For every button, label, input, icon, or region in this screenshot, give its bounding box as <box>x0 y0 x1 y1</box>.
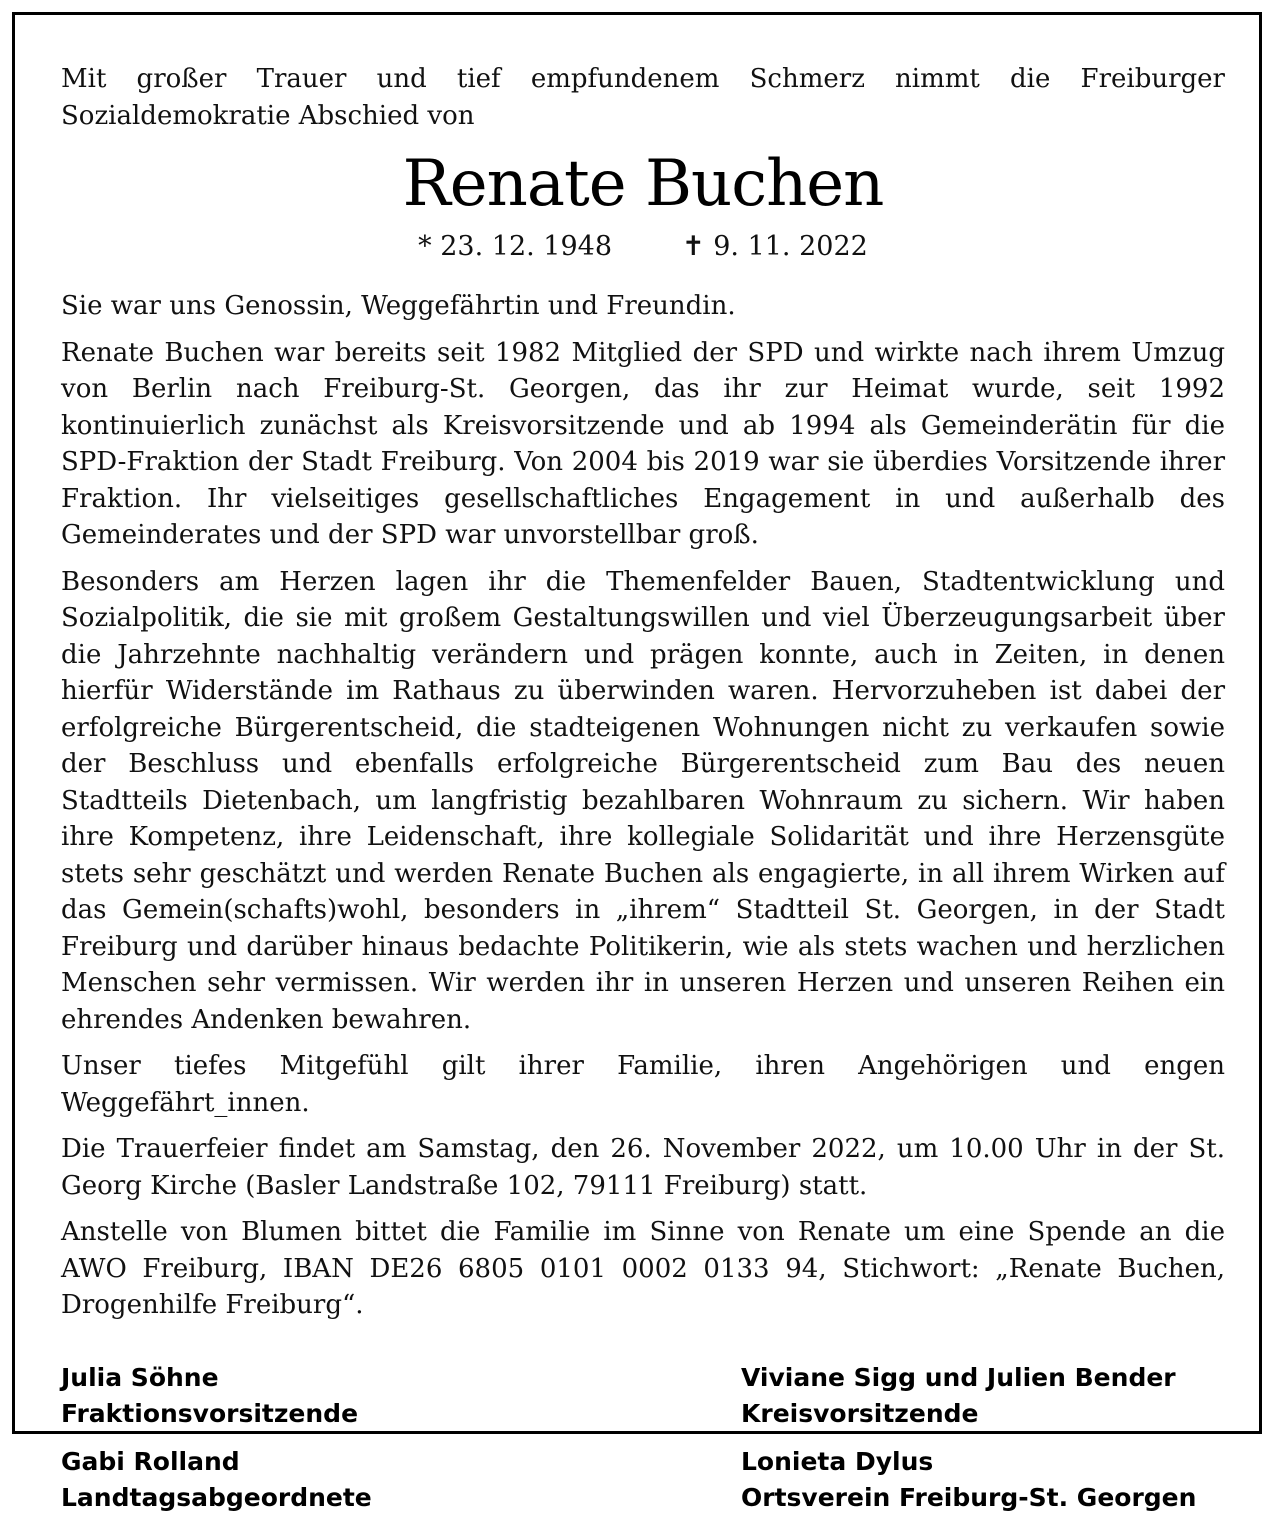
signatory-name: Gabi Rolland <box>61 1446 240 1476</box>
paragraph-funeral-info: Die Trauerfeier findet am Samstag, den 26. November 2022, um 10.00 Uhr in der St. Georg Kirche (Basler Landstraße 102, 79111 Freiburg) statt. <box>61 1134 1225 1201</box>
paragraph-tribute-short: Sie war uns Genossin, Weggefährtin und Freundin. <box>61 291 736 321</box>
signatory-name: Viviane Sigg und Julien Bender <box>741 1362 1176 1392</box>
signature-block <box>61 1360 1225 1516</box>
paragraph-donation-info: Anstelle von Blumen bittet die Familie im Sinne von Renate um eine Spende an die AWO Freiburg, IBAN DE26 6805 0101 0002 0133 94, Stichwort: „Renate Buchen, Drogenhilfe Freiburg“. <box>61 1217 1225 1320</box>
death-date: ✝ 9. 11. 2022 <box>682 231 868 262</box>
signature <box>741 1444 1225 1516</box>
signatory-name: Julia Söhne <box>61 1362 219 1392</box>
paragraph-achievements: Besonders am Herzen lagen ihr die Themenfelder Bauen, Stadtentwicklung und Sozialpolitik, die sie mit großem Gestaltungswillen und viel Überzeugungsarbeit über die Jahrzehnte nachhaltig verändern und prägen konnte, auch in Zeiten, in denen hierfür Widerstände im Rathaus zu überwinden waren. Hervorzuheben ist dabei der erfolgreiche Bürgerentscheid, die stadteigenen Wohnungen nicht zu verkaufen sowie der Beschluss und ebenfalls erfolgreiche Bürgerentscheid zum Bau des neuen Stadtteils Dietenbach, um langfristig bezahlbaren Wohnraum zu sichern. Wir haben ihre Kompetenz, ihre Leidenschaft, ihre kollegiale Solidarität und ihre Herzensgüte stets sehr geschätzt und werden Renate Buchen als engagierte, in all ihrem Wirken auf das Gemein(schafts)wohl, besonders in „ihrem“ Stadtteil St. Georgen, in der Stadt Freiburg und darüber hinaus bedachte Politikerin, wie als stets wachen und herzlichen Menschen sehr vermissen. Wir werden ihr in unseren Herzen und unseren Reihen ein ehrendes Andenken bewahren. <box>61 566 1225 1035</box>
signature <box>61 1360 741 1432</box>
intro-text: Mit großer Trauer und tief empfundenem Schmerz nimmt die Freiburger Sozialdemokratie Abschied von <box>61 64 1225 131</box>
signatory-name: Lonieta Dylus <box>741 1446 934 1476</box>
deceased-name: Renate Buchen <box>402 147 884 221</box>
life-dates <box>61 230 1225 264</box>
signatory-role: Kreisvorsitzende <box>741 1398 979 1428</box>
paragraph-biography: Renate Buchen war bereits seit 1982 Mitglied der SPD und wirkte nach ihrem Umzug von Berlin nach Freiburg-St. Georgen, das ihr zur Heimat wurde, seit 1992 kontinuierlich zunächst als Kreisvorsitzende und ab 1994 als Gemeinderätin für die SPD-Fraktion der Stadt Freiburg. Von 2004 bis 2019 war sie überdies Vorsitzende ihrer Fraktion. Ihr vielseitiges gesellschaftliches Engagement in und außerhalb des Gemeinderates und der SPD war unvorstellbar groß. <box>61 337 1225 550</box>
signature <box>741 1360 1225 1432</box>
signatory-role: Landtagsabgeordnete <box>61 1482 372 1512</box>
birth-date: * 23. 12. 1948 <box>418 231 613 262</box>
notice-content <box>61 61 1225 1516</box>
signature <box>61 1444 741 1516</box>
signatory-role: Fraktionsvorsitzende <box>61 1398 359 1428</box>
signatory-role: Ortsverein Freiburg-St. Georgen <box>741 1482 1197 1512</box>
paragraph-condolences: Unser tiefes Mitgefühl gilt ihrer Familie, ihren Angehörigen und engen Weggefährt_innen. <box>61 1051 1225 1118</box>
notice-frame <box>12 12 1262 1512</box>
